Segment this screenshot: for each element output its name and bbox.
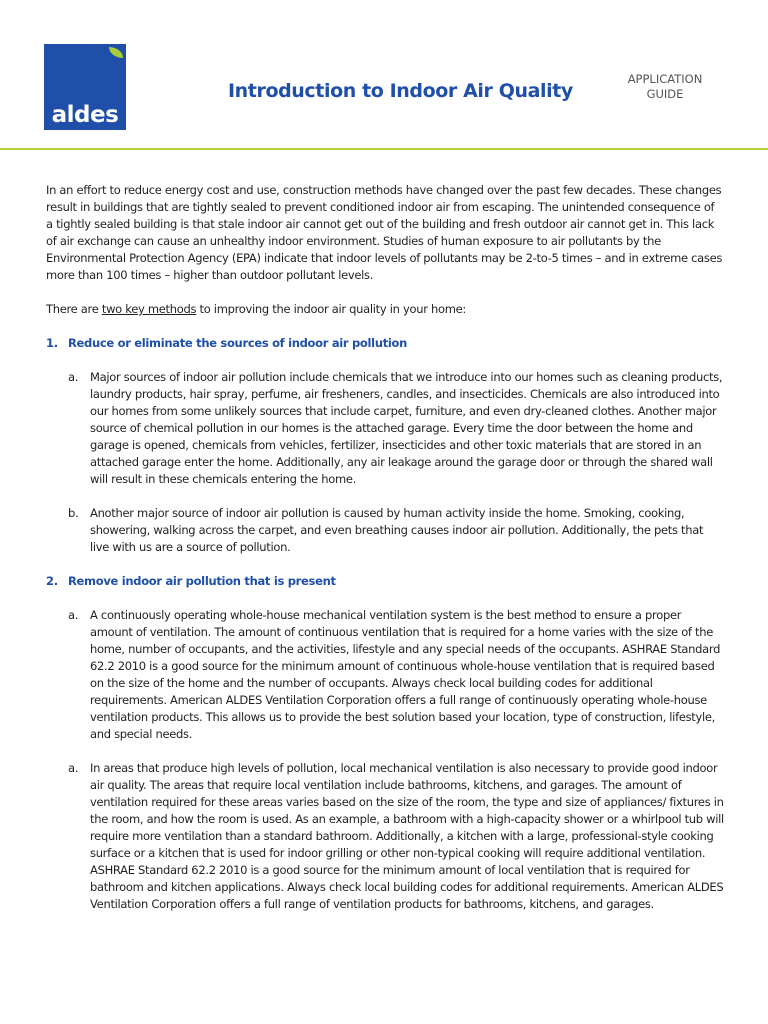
page-header xyxy=(0,0,768,152)
logo-text: aldes xyxy=(51,102,119,128)
document-type-line-2: GUIDE xyxy=(646,87,684,101)
leaf-icon xyxy=(109,47,123,58)
methods-intro xyxy=(46,301,724,318)
header-divider xyxy=(0,148,768,150)
item-marker: b. xyxy=(68,506,79,520)
list-item xyxy=(68,369,724,488)
page-title: Introduction to Indoor Air Quality xyxy=(228,80,573,102)
section-title: Reduce or eliminate the sources of indoor air pollution xyxy=(68,336,408,350)
section-title: Remove indoor air pollution that is present xyxy=(68,574,336,588)
item-text: Major sources of indoor air pollution include chemicals that we introduce into our homes such as cleaning products, laundry products, hair spray, perfume, air fresheners, candles, and insecticides. Chemicals are also introduced into our homes from some unlikely sources that include carpet, furniture, and even dry-cleaned clothes. Another major source of chemical pollution in our homes is the attached garage. Every time the door between the home and garage is opened, chemicals from vehicles, fertilizer, insecticides and other toxic materials that are stored in an attached garage enter the home. Additionally, any air leakage around the garage door or through the shared wall will result in these chemicals entering the home. xyxy=(90,370,723,486)
section-number: 1. xyxy=(46,336,58,350)
methods-emphasis: two key methods xyxy=(101,302,197,316)
section-1 xyxy=(46,335,724,556)
methods-intro-text-end: to improving the indoor air quality in your home: xyxy=(196,302,466,316)
item-text: A continuously operating whole-house mechanical ventilation system is the best method to ensure a proper amount of ventilation. The amount of continuous ventilation that is required for a home varies with the size of the home, number of occupants, and the activities, lifestyle and any special needs of the occupants. ASHRAE Standard 62.2 2010 is a good source for the minimum amount of continuous whole-house ventilation that is required based on the size of the home and the number of occupants. Always check local building codes for additional requirements. American ALDES Ventilation Corporation offers a full range of continuously operating whole-house ventilation products. This allows us to provide the best solution based your location, type of construction, lifestyle, and special needs. xyxy=(90,608,721,741)
list-item xyxy=(68,607,724,743)
item-marker: a. xyxy=(68,761,79,775)
list-item xyxy=(68,760,724,913)
item-text: In areas that produce high levels of pollution, local mechanical ventilation is also necessary to provide good indoor air quality. The areas that require local ventilation include bathrooms, kitchens, and garages. The amount of ventilation required for these areas varies based on the size of the room, the type and size of appliances/ fixtures in the room, and how the room is used. As an example, a bathroom with a high-capacity shower or a whirlpool tub will require more ventilation than a standard bathroom. Additionally, a kitchen with a large, professional-style cooking surface or a kitchen that is used for indoor grilling or other non-typical cooking will require additional ventilation. ASHRAE Standard 62.2 2010 is a good source for the minimum amount of local ventilation that is required for bathroom and kitchen applications. Always check local building codes for additional requirements. American ALDES Ventilation Corporation offers a full range of ventilation products for bathrooms, kitchens, and garages. xyxy=(90,761,724,911)
section-2 xyxy=(46,573,724,913)
document-body xyxy=(46,182,724,930)
methods-intro-text: There are xyxy=(46,302,102,316)
section-number: 2. xyxy=(46,574,58,588)
document-type-label xyxy=(615,72,715,102)
section-heading xyxy=(46,335,724,352)
item-text: Another major source of indoor air pollution is caused by human activity inside the home. Smoking, cooking, showering, walking across the carpet, and even breathing causes indoor air pollution. Additionally, the pets that live with us are a source of pollution. xyxy=(90,506,704,554)
item-marker: a. xyxy=(68,608,79,622)
list-item xyxy=(68,505,724,556)
item-marker: a. xyxy=(68,370,79,384)
document-type-line-1: APPLICATION xyxy=(627,72,703,86)
section-heading xyxy=(46,573,724,590)
aldes-logo xyxy=(44,44,126,130)
intro-paragraph: In an effort to reduce energy cost and use, construction methods have changed over the past few decades. These changes result in buildings that are tightly sealed to prevent conditioned indoor air from escaping. The unintended consequence of a tightly sealed building is that stale indoor air cannot get out of the building and fresh outdoor air cannot get in. This lack of air exchange can cause an unhealthy indoor environment. Studies of human exposure to air pollutants by the Environmental Protection Agency (EPA) indicate that indoor levels of pollutants may be 2-to-5 times – and in extreme cases more than 100 times – higher than outdoor pollutant levels. xyxy=(46,183,723,282)
